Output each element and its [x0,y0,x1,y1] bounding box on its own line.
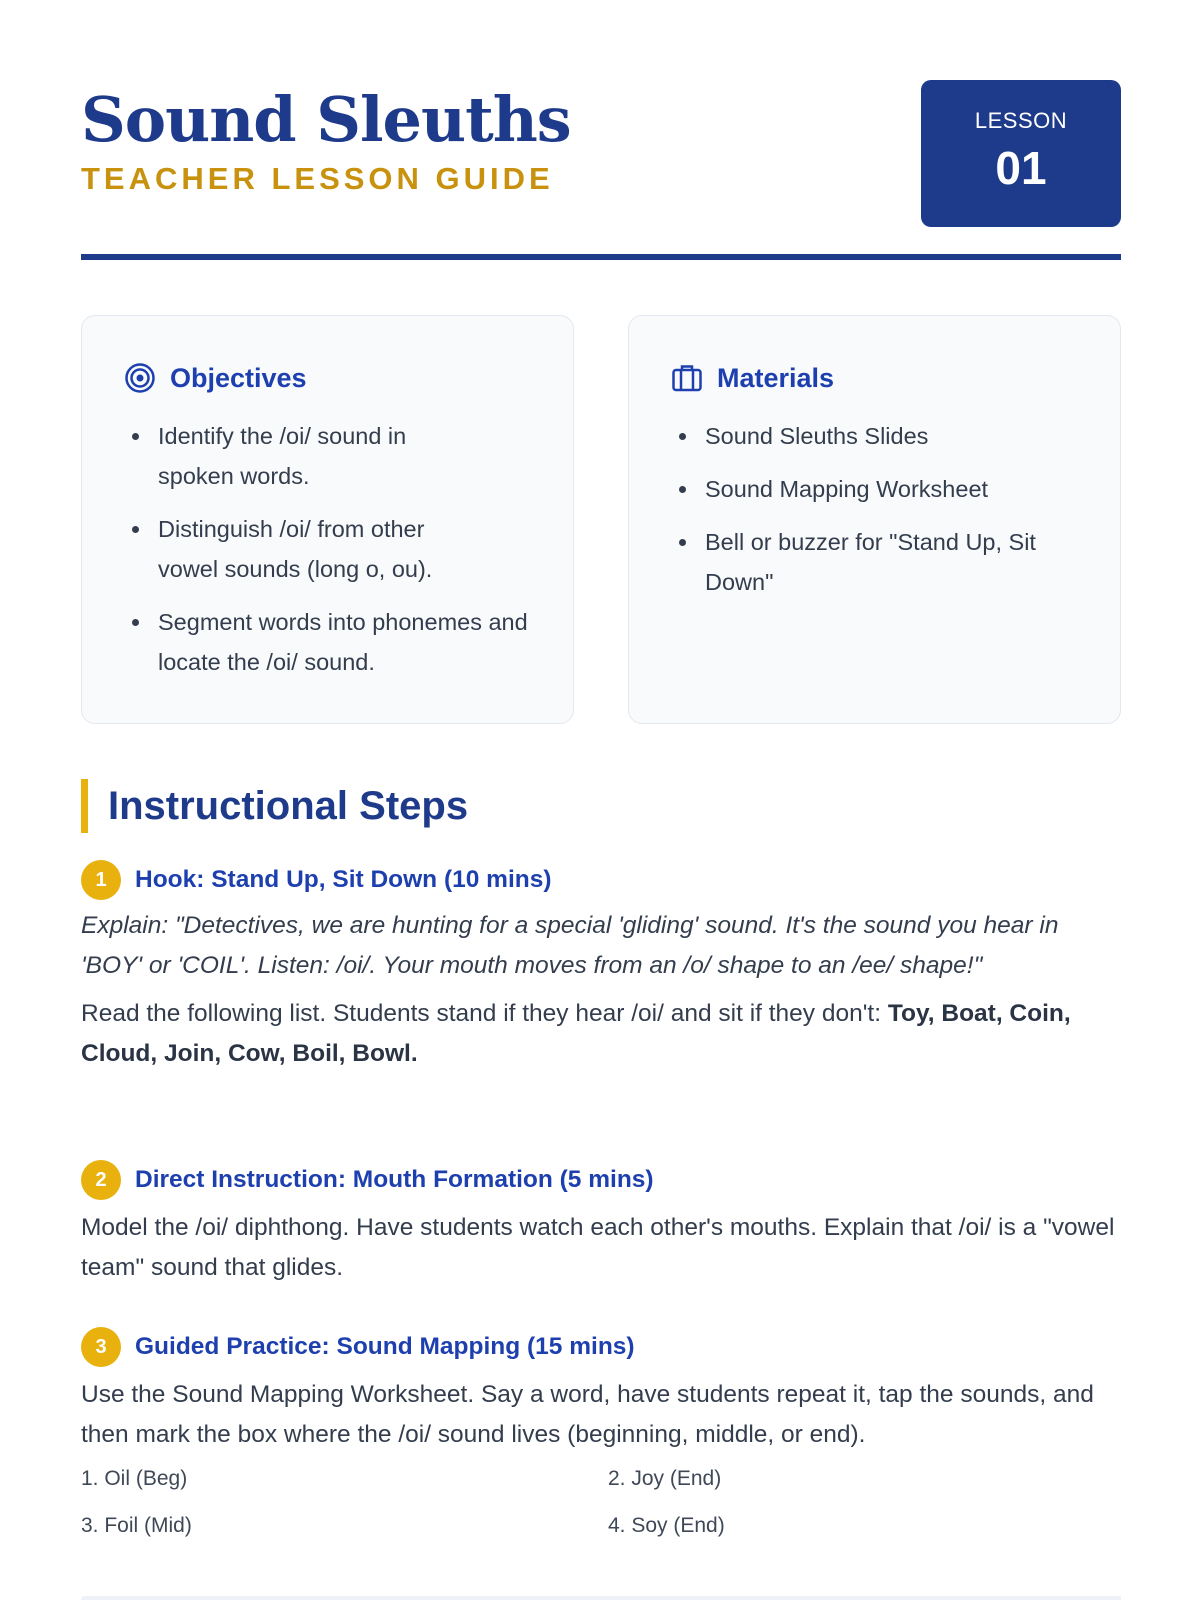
lesson-number: 01 [995,142,1047,194]
lesson-badge [921,80,1121,227]
step-title: Guided Practice: Sound Mapping (15 mins) [135,1333,635,1360]
step-number-badge: 2 [81,1160,121,1200]
step-header [81,1327,1121,1367]
materials-title: Materials [717,363,835,393]
objectives-title: Objectives [170,363,307,393]
instructional-steps-heading [81,779,468,833]
materials-list [671,416,1091,615]
materials-card [628,315,1121,724]
step-title: Hook: Stand Up, Sit Down (10 mins) [135,866,552,893]
page-title: Sound Sleuths [81,83,571,156]
step-text-plain: Read the following list. Students stand if they hear /oi/ and sit if they don't: [81,1000,888,1027]
list-item: Sound Mapping Worksheet [671,469,1091,509]
step-text: Use the Sound Mapping Worksheet. Say a word, have students repeat it, tap the sounds, and then mark the box where the /oi/ sound lives (beginning, middle, or end). [81,1381,1094,1448]
answer-item: 3. Foil (Mid) [81,1514,192,1537]
answer-item: 1. Oil (Beg) [81,1467,188,1490]
lesson-label: LESSON [974,108,1068,133]
step-number-badge: 1 [81,860,121,900]
answer-item: 4. Soy (End) [608,1514,725,1537]
briefcase-icon [671,362,703,394]
list-item: Bell or buzzer for "Stand Up, Sit Down" [671,522,1051,602]
list-item: Identify the /oi/ sound in spoken words. [124,416,454,496]
step-3 [81,1327,1121,1455]
header-divider [81,254,1121,260]
target-icon [124,362,156,394]
step-quote: Explain: "Detectives, we are hunting for a special 'gliding' sound. It's the sound you hear in 'BOY' or 'COIL'. Listen: /oi/. Your mouth moves from an /o/ shape to an /ee/ shape!" [81,912,1059,979]
step-text: Model the /oi/ diphthong. Have students watch each other's mouths. Explain that /oi/ is a "vowel team" sound that glides. [81,1214,1115,1281]
page-subtitle: TEACHER LESSON GUIDE [81,161,554,196]
objectives-list [124,416,544,695]
list-item: Segment words into phonemes and locate the /oi/ sound. [124,602,544,682]
answer-grid [81,1465,1121,1555]
section-title: Instructional Steps [108,784,469,828]
lesson-guide-page [81,0,1121,1600]
step-number-badge: 3 [81,1327,121,1367]
answer-item: 2. Joy (End) [608,1467,722,1490]
word-list: Toy, Boat, Coin, Cloud, Join, Cow, Boil, Bowl. [81,1000,1071,1067]
step-text [81,994,1121,1074]
step-header [81,860,1121,900]
step-title: Direct Instruction: Mouth Formation (5 mins) [135,1166,654,1193]
list-item: Distinguish /oi/ from other vowel sounds (long o, ou). [124,509,484,589]
step-2 [81,1160,1121,1288]
step-header [81,1160,1121,1200]
section-accent-bar [81,779,88,833]
list-item: Sound Sleuths Slides [671,416,1091,456]
objectives-card [81,315,574,724]
header [81,80,1121,230]
next-section-edge [81,1596,1121,1600]
materials-header [671,360,834,396]
objectives-header [124,360,307,396]
step-1 [81,860,1121,1074]
